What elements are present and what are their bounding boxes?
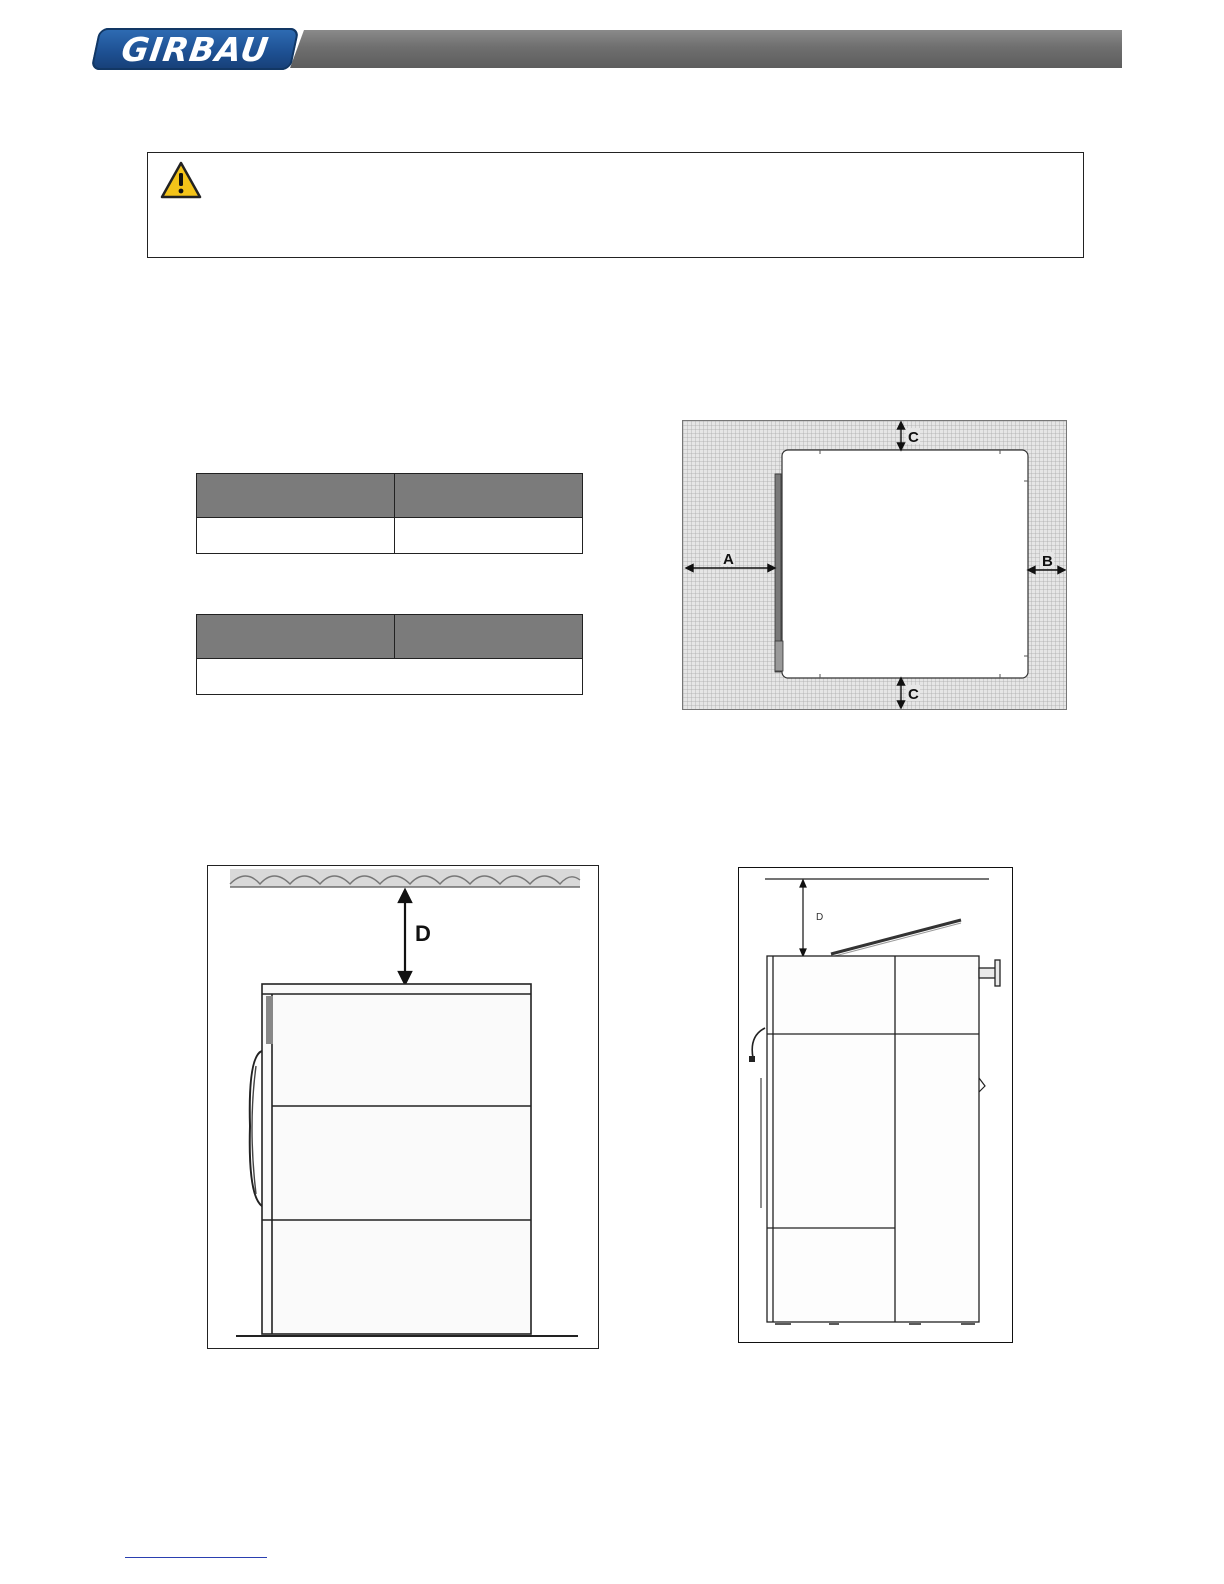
table-header-cell	[197, 474, 395, 518]
header-band	[290, 30, 1122, 68]
table-header-cell	[395, 615, 583, 659]
side-view-ceiling-clearance-figure	[207, 865, 599, 1349]
clearance-label-d: D	[415, 921, 431, 946]
warning-box	[147, 152, 1084, 258]
table-cell	[197, 659, 583, 695]
logo-text: GIRBAU	[118, 29, 272, 69]
table-header-row	[197, 615, 583, 659]
table-row	[197, 659, 583, 695]
table-cell	[197, 518, 395, 554]
side-view-exhaust-clearance-figure	[738, 867, 1013, 1343]
clearance-table-1	[196, 473, 583, 554]
clearance-label-d-small: D	[816, 912, 824, 923]
side-view-drawing	[208, 866, 598, 1348]
table-header-cell	[395, 474, 583, 518]
table-row	[197, 518, 583, 554]
clearance-table-2	[196, 614, 583, 695]
clearance-label-c-bottom: C	[908, 686, 919, 703]
floor-plan-clearance-figure	[682, 420, 1067, 710]
warning-triangle-icon	[160, 161, 202, 199]
table-header-cell	[197, 615, 395, 659]
table-cell	[395, 518, 583, 554]
girbau-logo	[91, 28, 300, 70]
footer-link-rule	[125, 1557, 267, 1558]
clearance-label-b: B	[1042, 553, 1053, 570]
table-header-row	[197, 474, 583, 518]
side-view-exhaust-drawing	[739, 868, 1011, 1341]
floor-plan-drawing	[683, 421, 1066, 709]
clearance-label-a: A	[723, 551, 734, 568]
clearance-label-c-top: C	[908, 429, 919, 446]
